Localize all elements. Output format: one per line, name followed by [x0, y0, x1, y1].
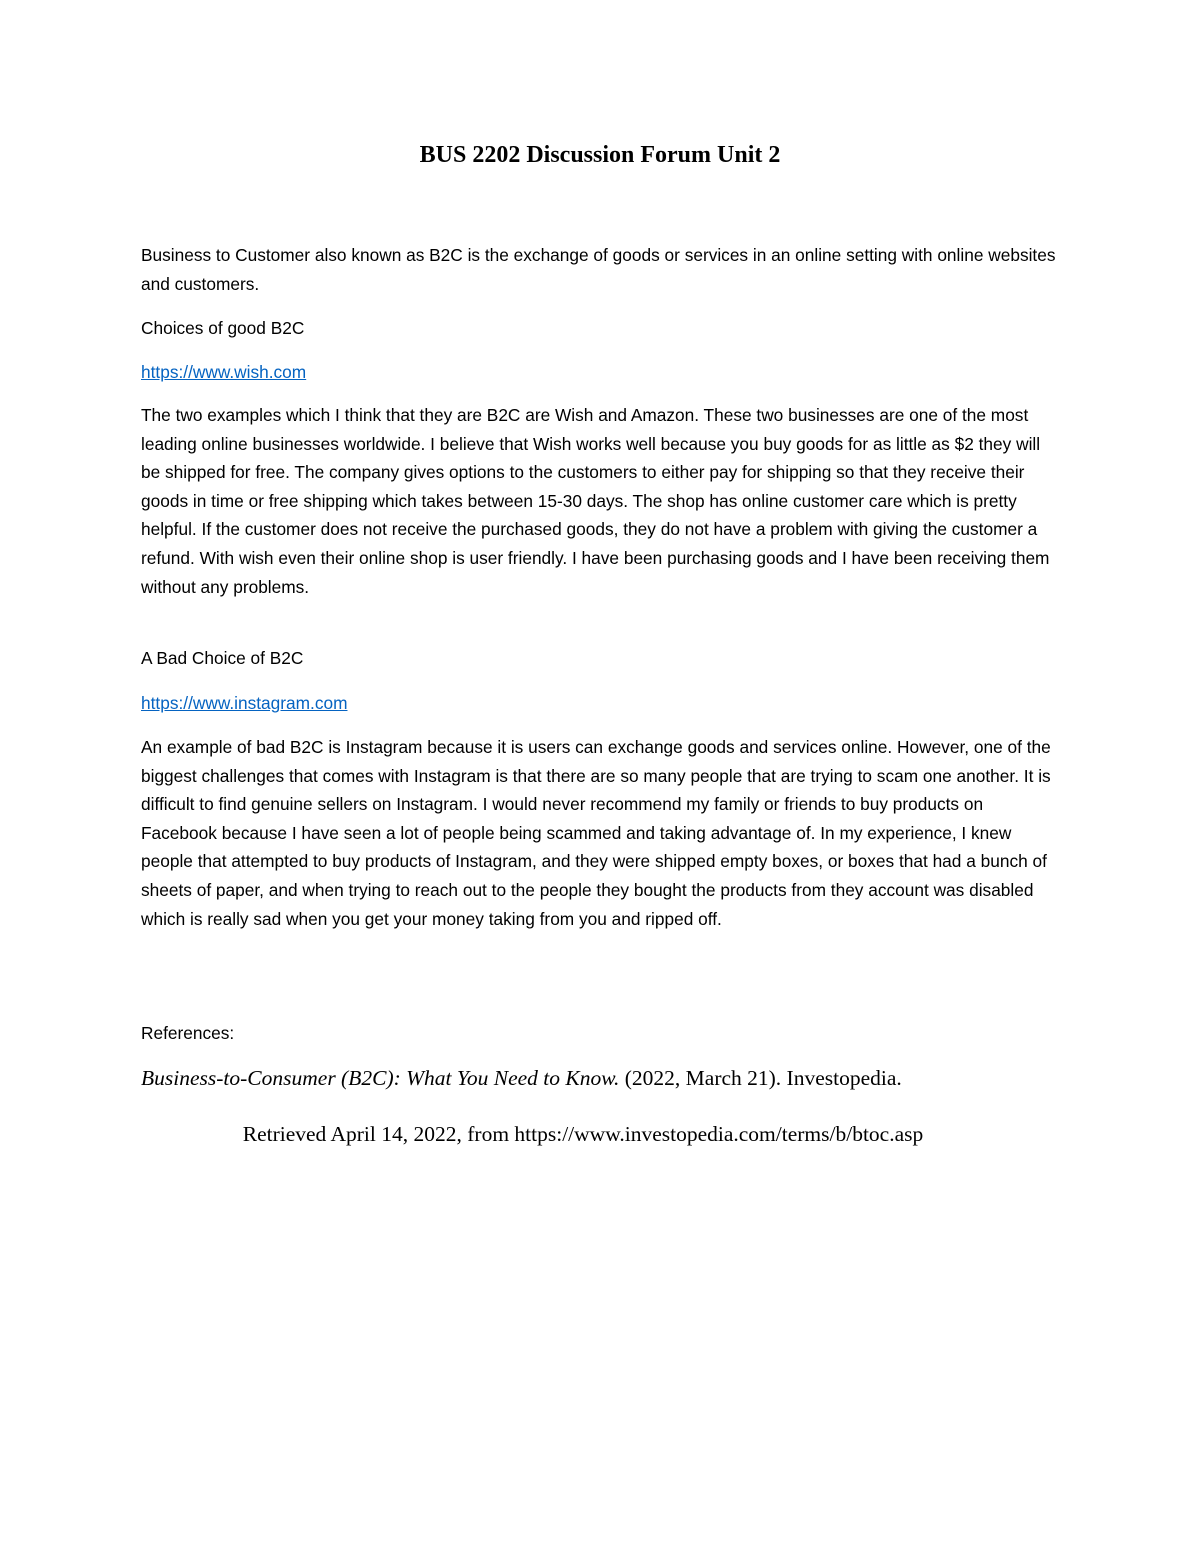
wish-link[interactable]: https://www.wish.com [141, 362, 307, 382]
references-heading: References: [141, 1023, 235, 1043]
bad-b2c-link-line [141, 689, 1061, 718]
intro-paragraph: Business to Customer also known as B2C is the exchange of goods or services in an online setting with online websites and customers. [141, 245, 1056, 294]
reference-citation [141, 1062, 1081, 1094]
good-b2c-heading: Choices of good B2C [141, 318, 305, 338]
bad-b2c-heading: A Bad Choice of B2C [141, 648, 304, 668]
citation-title: Business-to-Consumer (B2C): What You Need to Know. [141, 1066, 620, 1090]
good-b2c-link-line [141, 358, 1061, 387]
good-b2c-paragraph: The two examples which I think that they are B2C are Wish and Amazon. These two businesses are one of the most leading online businesses worldwide. I believe that Wish works well because you buy goods for as little as $2 they will be shipped for free. The company gives options to the customers to either pay for shipping so that they receive their goods in time or free shipping which takes between 15-30 days. The shop has online customer care which is pretty helpful. If the customer does not receive the purchased goods, they do not have a problem with giving the customer a refund. With wish even their online shop is user friendly. I have been purchasing goods and I have been receiving them without any problems. [141, 405, 1050, 597]
reference-retrieved: Retrieved April 14, 2022, from https://www.investopedia.com/terms/b/btoc.asp [242, 1122, 924, 1146]
bad-b2c-paragraph: An example of bad B2C is Instagram because it is users can exchange goods and services online. However, one of the biggest challenges that comes with Instagram is that there are so many people that are trying to scam one another. It is difficult to find genuine sellers on Instagram. I would never recommend my family or friends to buy products on Facebook because I have seen a lot of people being scammed and taking advantage of. In my experience, I knew people that attempted to buy products of Instagram, and they were shipped empty boxes, or boxes that had a bunch of sheets of paper, and when trying to reach out to the people they bought the products from they account was disabled which is really sad when you get your money taking from you and ripped off. [141, 737, 1051, 929]
instagram-link[interactable]: https://www.instagram.com [141, 693, 348, 713]
citation-date-source: (2022, March 21). Investopedia. [619, 1066, 902, 1090]
page-title: BUS 2202 Discussion Forum Unit 2 [419, 142, 781, 168]
